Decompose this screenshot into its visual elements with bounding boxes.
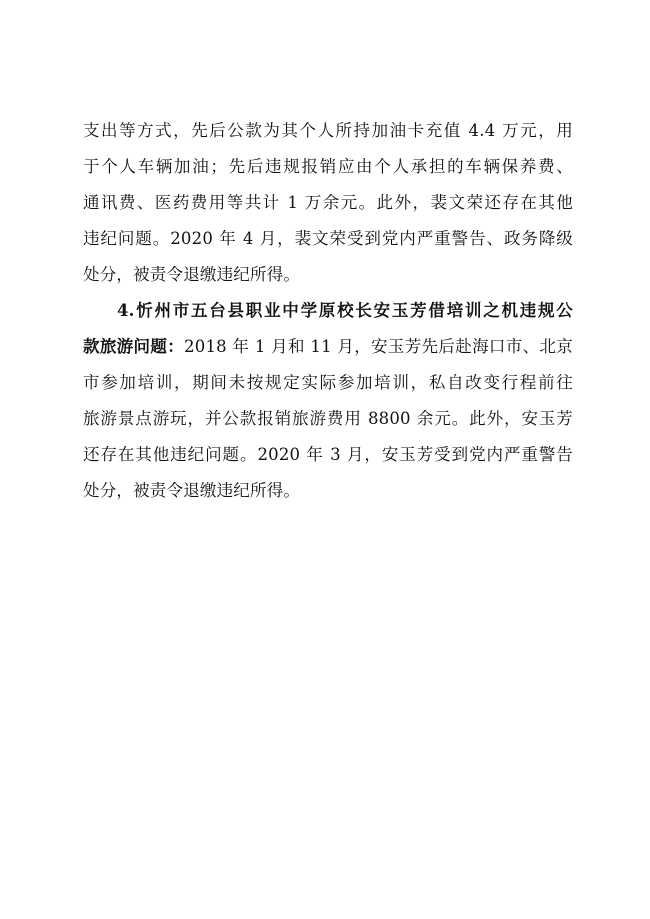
text-line: 违纪问题。2020 年 4 月，裴文荣受到党内严重警告、政务降级 — [83, 229, 573, 248]
text-line: 旅游景点游玩，并公款报销旅游费用 8800 余元。此外，安玉芳 — [83, 409, 573, 428]
paragraph-pei-wenrong — [83, 113, 573, 293]
text-line: 支出等方式，先后公款为其个人所持加油卡充值 4.4 万元，用 — [83, 121, 573, 140]
text-line: 于个人车辆加油；先后违规报销应由个人承担的车辆保养费、 — [83, 157, 573, 176]
text-line: 处分，被责令退缴违纪所得。 — [83, 481, 301, 500]
text-line: 处分，被责令退缴违纪所得。 — [83, 265, 301, 284]
case-text-start: 2018 年 1 月和 11 月，安玉芳先后赴海口市、北京 — [184, 337, 573, 356]
text-line: 还存在其他违纪问题。2020 年 3 月，安玉芳受到党内严重警告 — [83, 445, 573, 464]
text-line: 通讯费、医药费用等共计 1 万余元。此外，裴文荣还存在其他 — [83, 193, 573, 212]
case-heading-end: 款旅游问题： — [83, 337, 185, 356]
paragraph-an-yufang — [83, 293, 573, 509]
case-heading-line: 4.忻州市五台县职业中学原校长安玉芳借培训之机违规公 — [117, 301, 573, 320]
text-line: 市参加培训，期间未按规定实际参加培训，私自改变行程前往 — [83, 373, 573, 392]
text-line — [83, 329, 573, 365]
document-body — [83, 113, 573, 509]
